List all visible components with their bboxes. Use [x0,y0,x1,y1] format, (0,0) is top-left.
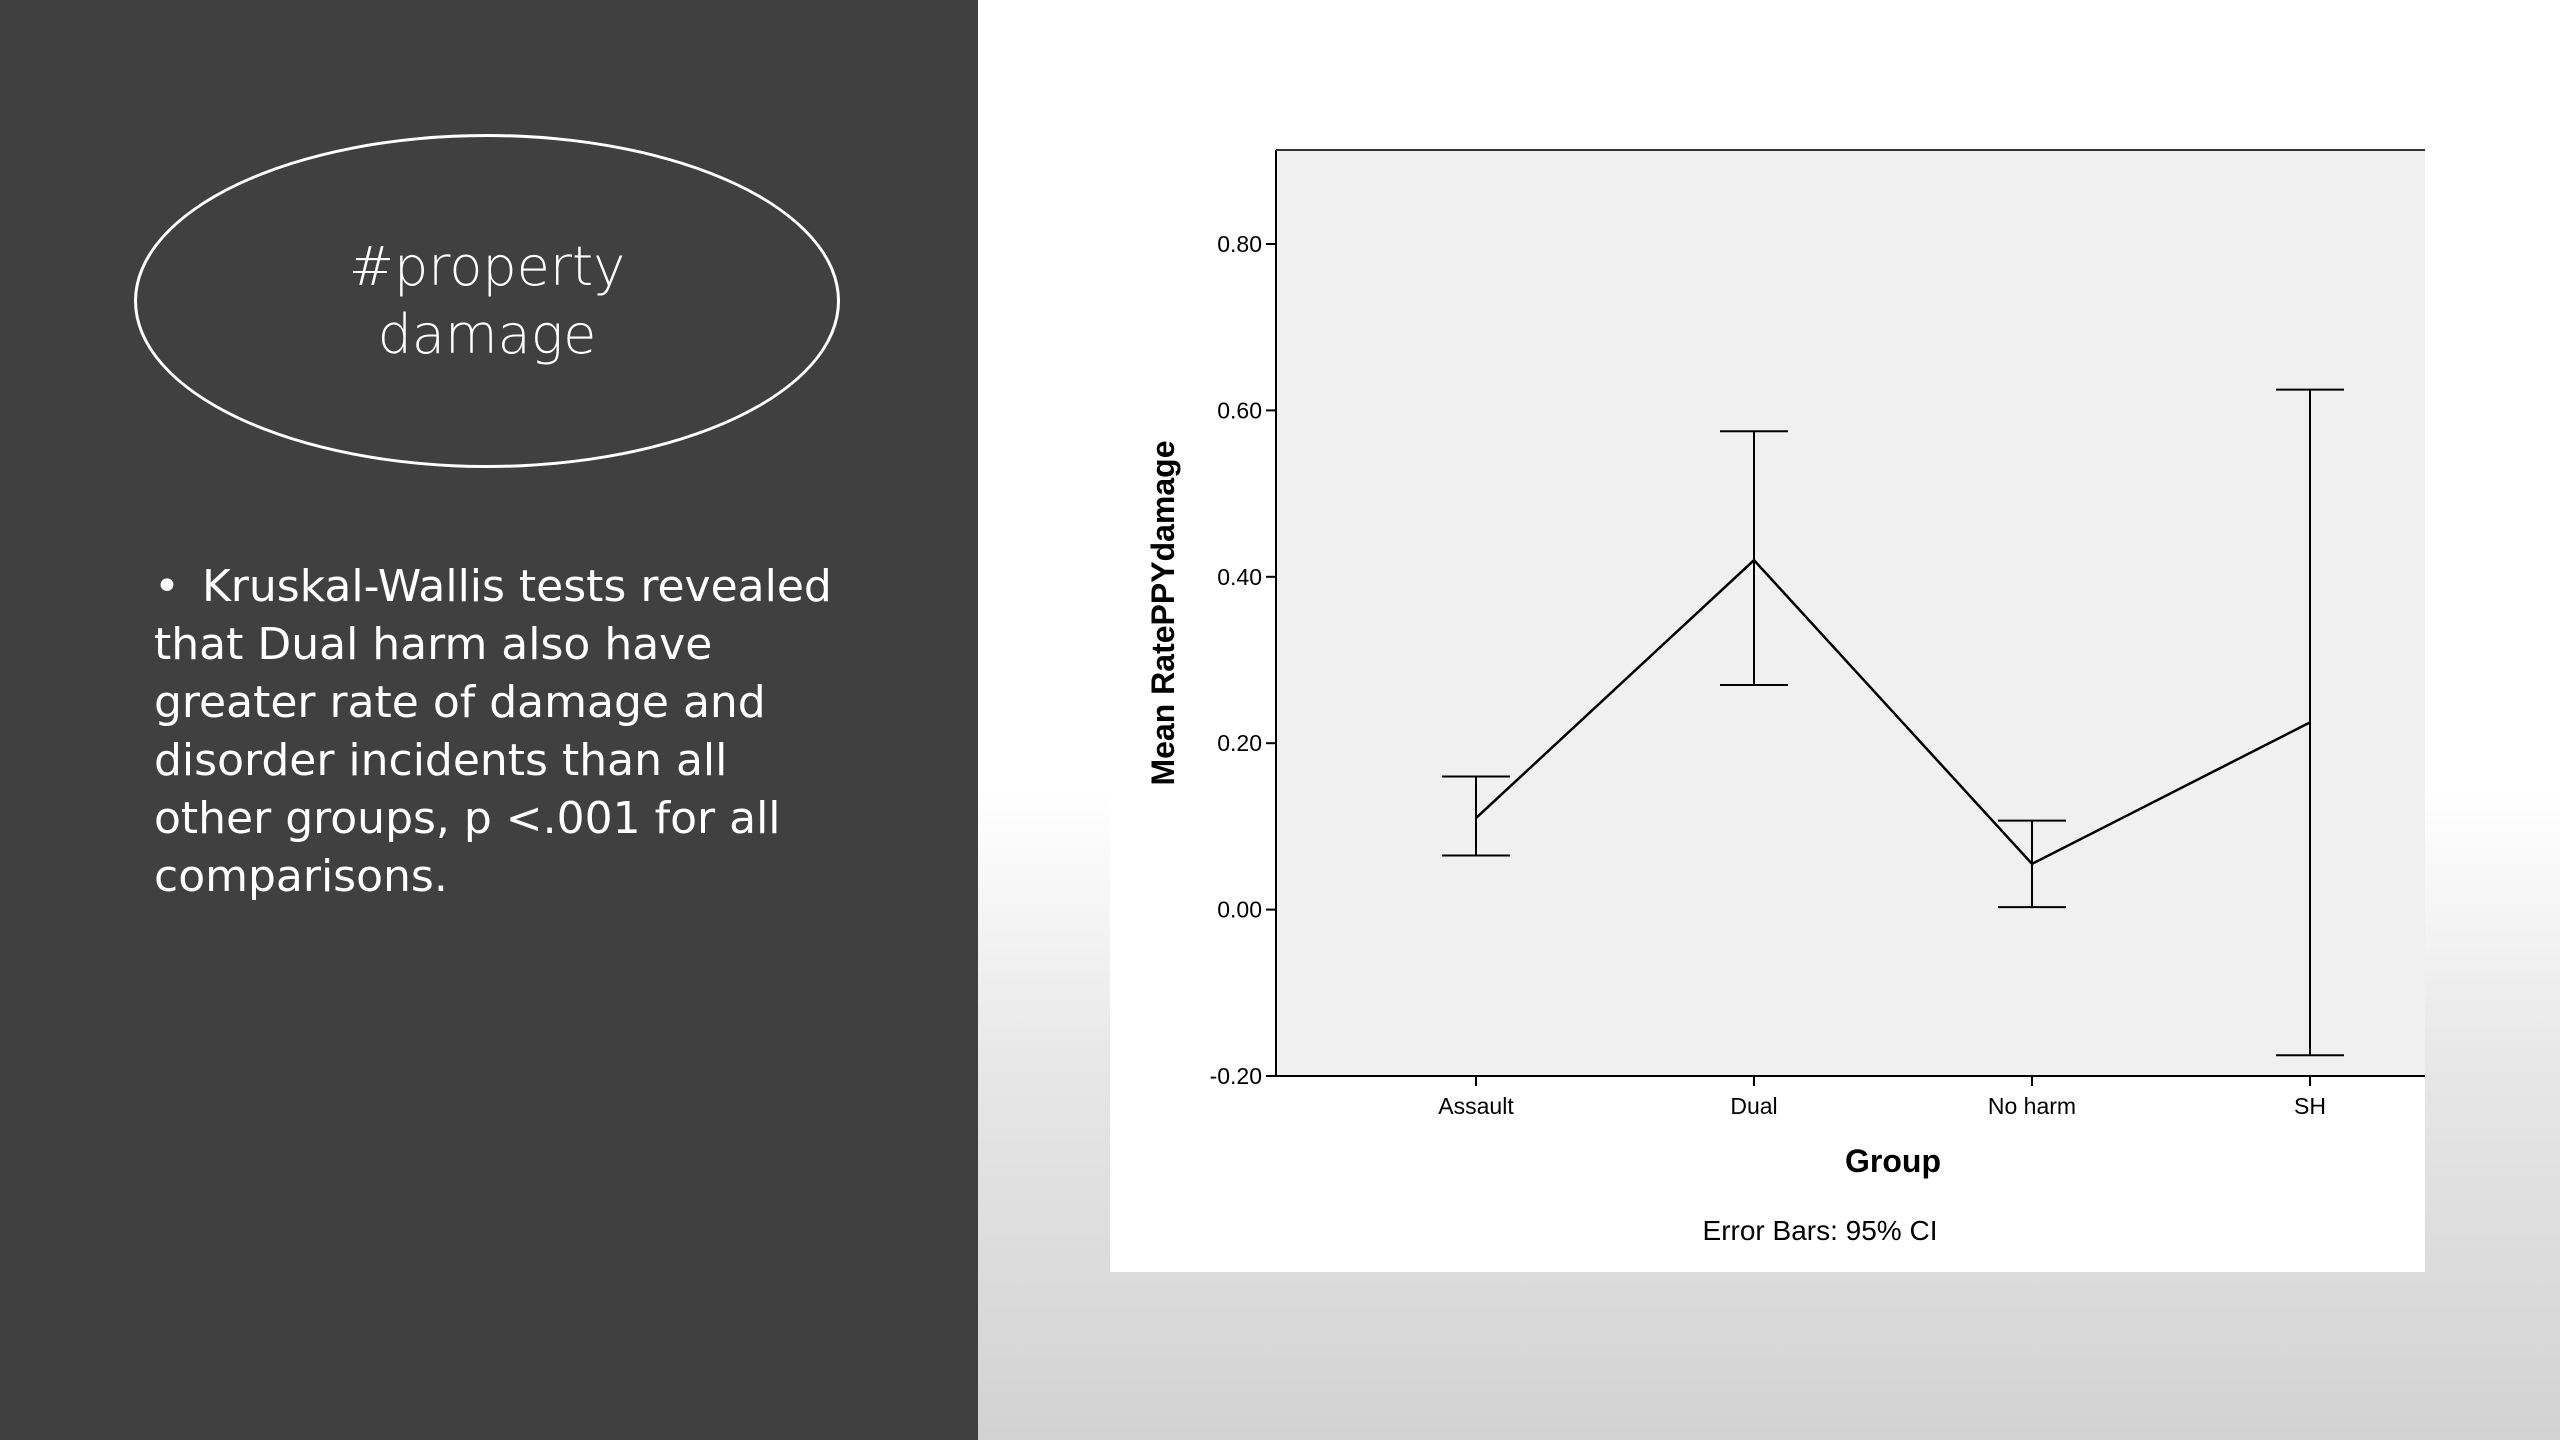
y-axis-title: Mean RatePPYdamage [1145,440,1181,786]
plot-area [1276,150,2425,1076]
left-panel [0,0,978,1440]
x-axis-title: Group [1845,1143,1941,1179]
y-tick-label: -0.20 [1209,1063,1262,1089]
y-ticks [1210,231,1276,1089]
slide-title: #property damage [348,235,626,366]
x-tick-label: SH [2294,1093,2326,1119]
bullet-point [154,558,854,906]
x-tick-label: Assault [1438,1093,1514,1119]
y-tick-label: 0.80 [1217,231,1262,257]
y-tick-label: 0.40 [1217,563,1262,590]
x-ticks [1438,1076,2326,1119]
chart-container [1110,140,2425,1272]
x-tick-label: No harm [1987,1093,2077,1119]
y-tick-label: 0.60 [1217,397,1262,424]
y-tick-label: 0.20 [1217,730,1262,757]
error-bar-chart [1110,140,2425,1272]
bullet-text: Kruskal-Wallis tests revealed that Dual harm also have greater rate of damage and disorder incidents than all other groups, p <.001 for all comparisons. [154,561,832,902]
y-tick-label: 0.00 [1217,896,1262,923]
chart-footnote: Error Bars: 95% CI [1702,1215,1938,1246]
x-tick-label: Dual [1730,1093,1778,1119]
title-oval [134,134,840,468]
bullet-marker: • [154,561,180,612]
